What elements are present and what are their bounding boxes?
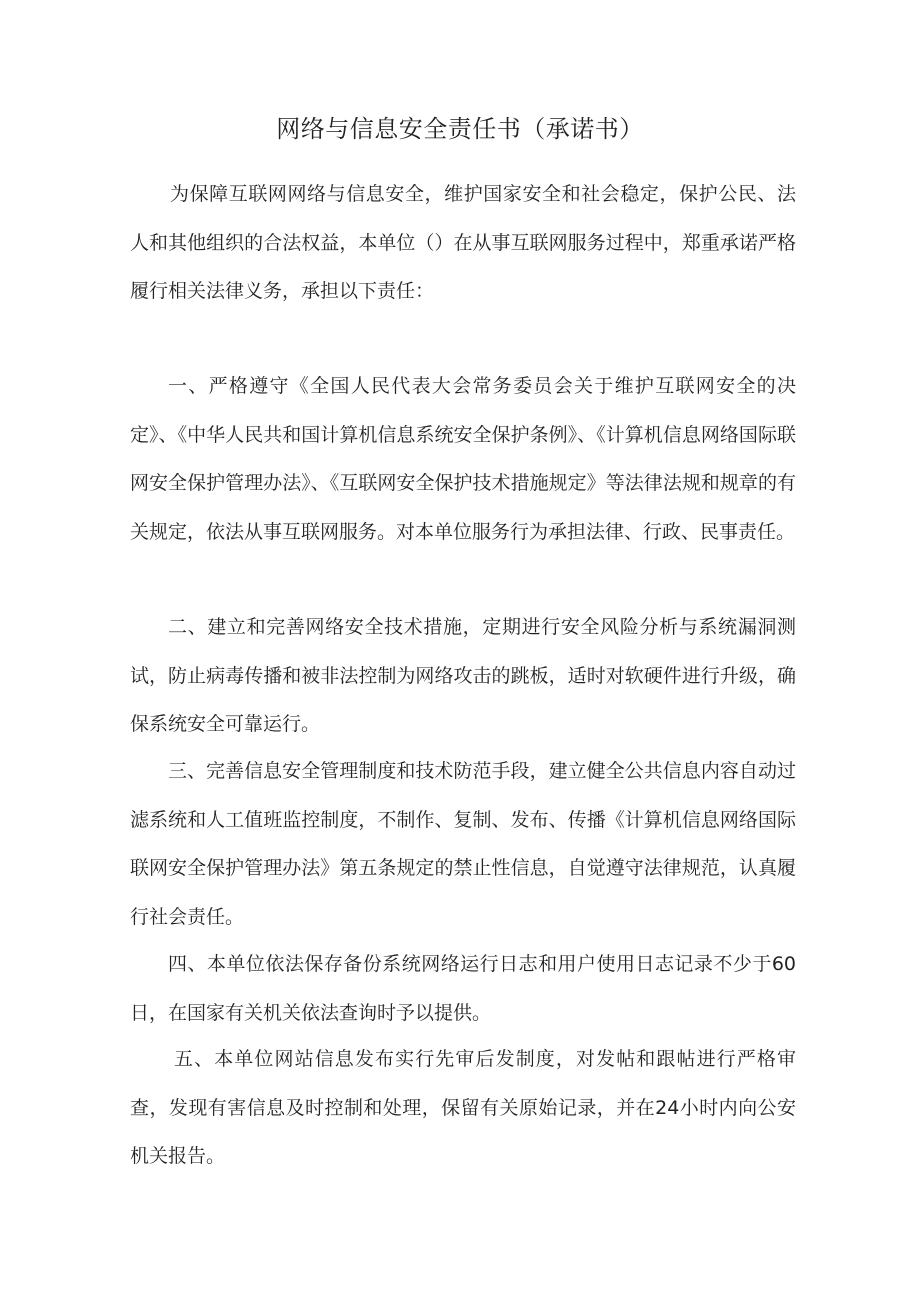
clause-1-paragraph: 一、严格遵守《全国人民代表大会常务委员会关于维护互联网安全的决定》、《中华人民共和国计算机信息系统安全保护条例》、《计算机信息网络国际联网安全保护管理办法》、《互联网安全保护技术措施规定》等法律法规和规章的有关规定，依法从事互联网服务。对本单位服务行为承担法律、行政、民事责任。 — [130, 375, 796, 543]
clause-4-paragraph: 四、本单位依法保存备份系统网络运行日志和用户使用日志记录不少于60日，在国家有关机关依法查询时予以提供。 — [130, 953, 796, 1024]
intro-paragraph: 为保障互联网网络与信息安全，维护国家安全和社会稳定，保护公民、法人和其他组织的合法权益，本单位（）在从事互联网服务过程中，郑重承诺严格履行相关法律义务，承担以下责任： — [130, 183, 796, 302]
clause-3-paragraph: 三、完善信息安全管理制度和技术防范手段，建立健全公共信息内容自动过滤系统和人工值班监控制度，不制作、复制、发布、传播《计算机信息网络国际联网安全保护管理办法》第五条规定的禁止性信息，自觉遵守法律规范，认真履行社会责任。 — [130, 760, 796, 928]
document-title: 网络与信息安全责任书（承诺书） — [276, 115, 644, 143]
clause-5-paragraph: 五、本单位网站信息发布实行先审后发制度，对发帖和跟帖进行严格审查，发现有害信息及时控制和处理，保留有关原始记录，并在24小时内向公安机关报告。 — [130, 1048, 796, 1167]
clause-2-paragraph: 二、建立和完善网络安全技术措施，定期进行安全风险分析与系统漏洞测试，防止病毒传播和被非法控制为网络攻击的跳板，适时对软硬件进行升级，确保系统安全可靠运行。 — [130, 616, 796, 735]
